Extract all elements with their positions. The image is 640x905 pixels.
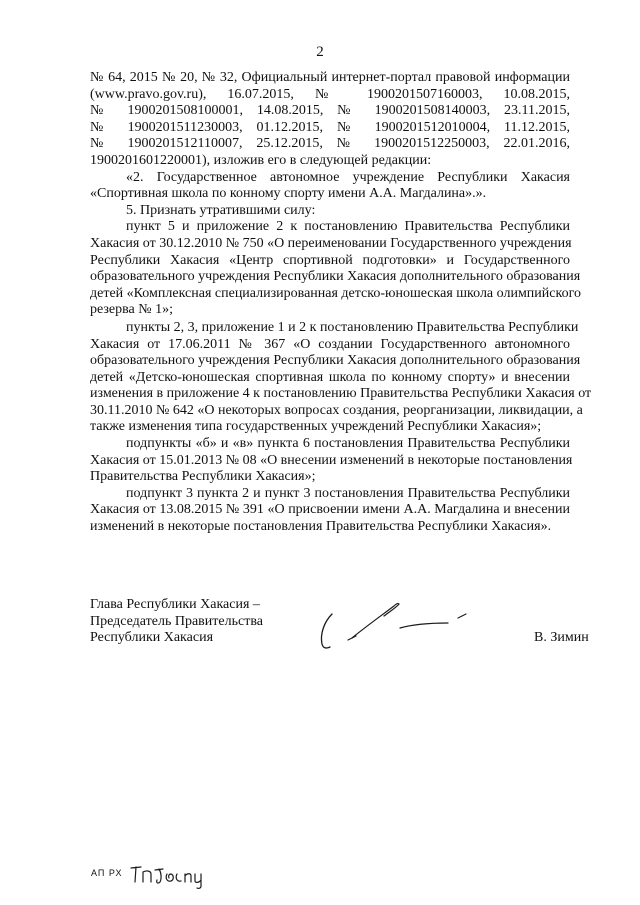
paragraph-p2 xyxy=(90,170,570,203)
text-line: № 1900201512110007, 25.12.2015, № 1900201512250003, 22.01.2016, xyxy=(90,136,570,152)
signature-title-block xyxy=(90,597,263,647)
paragraph-p5 xyxy=(90,319,592,436)
footer-code: АП РХ xyxy=(91,868,123,878)
text-line: № 64, 2015 № 20, № 32, Официальный интернет-портал правовой информации xyxy=(90,70,570,85)
text-line: детей «Комплексная специализированная детско-юношеская школа олимпийского xyxy=(90,285,581,301)
paragraph-p3 xyxy=(90,203,570,220)
signer-title-line-1: Глава Республики Хакасия – xyxy=(90,597,260,612)
text-line: Правительства Республики Хакасия»; xyxy=(90,469,316,485)
paragraph-p4 xyxy=(90,219,581,319)
text-line: также изменения типа государственных учреждений Республики Хакасия»; xyxy=(90,419,542,435)
signer-name: В. Зимин xyxy=(534,630,589,645)
handwritten-signature xyxy=(312,592,472,652)
text-line: образовательного учреждения Республики Хакасия дополнительного образования xyxy=(90,269,581,285)
text-line: подпункт 3 пункта 2 и пункт 3 постановления Правительства Республики xyxy=(126,485,570,501)
text-line: детей «Детско-юношеская спортивная школа по конному спорту» и внесении xyxy=(90,369,570,385)
text-line: «Спортивная школа по конному спорту имени А.А. Магдалина».». xyxy=(90,186,487,202)
text-line: (www.pravo.gov.ru), 16.07.2015, № 1900201507160003, 10.08.2015, xyxy=(90,86,570,102)
signer-title-line-3: Республики Хакасия xyxy=(90,630,214,646)
text-line: образовательного учреждения Республики Хакасия дополнительного образования xyxy=(90,353,581,369)
text-line: Хакасия от 30.12.2010 № 750 «О переименовании Государственного учреждения xyxy=(90,235,572,251)
text-line: резерва № 1»; xyxy=(90,302,174,318)
text-line: «2. Государственное автономное учреждение Республики Хакасия xyxy=(126,169,570,185)
text-line: Хакасия от 17.06.2011 № 367 «О создании Государственного автономного xyxy=(90,336,570,352)
text-line: пункт 5 и приложение 2 к постановлению Правительства Республики xyxy=(126,219,570,235)
paragraph-p1 xyxy=(90,70,570,170)
paragraph-p7 xyxy=(90,486,570,536)
text-line: 5. Признать утратившими силу: xyxy=(126,202,316,218)
text-line: изменений в некоторые постановления Правительства Республики Хакасия». xyxy=(90,519,552,535)
page-number: 2 xyxy=(316,44,324,60)
text-line: 30.11.2010 № 642 «О некоторых вопросах создания, реорганизации, ликвидации, а xyxy=(90,402,583,418)
text-line: пункты 2, 3, приложение 1 и 2 к постановлению Правительства Республики xyxy=(126,319,579,335)
text-line: 1900201601220001), изложив его в следующей редакции: xyxy=(90,152,432,168)
paragraph-p6 xyxy=(90,436,573,486)
text-line: изменения в приложение 4 к постановлению Правительства Республики Хакасия от xyxy=(90,386,592,402)
footer xyxy=(91,862,231,892)
document-body xyxy=(90,70,592,536)
text-line: Республики Хакасия «Центр спортивной подготовки» и Государственного xyxy=(90,252,570,268)
text-line: Хакасия от 13.08.2015 № 391 «О присвоении имени А.А. Магдалина и внесении xyxy=(90,502,570,518)
text-line: № 1900201508100001, 14.08.2015, № 1900201508140003, 23.11.2015, xyxy=(90,103,570,119)
text-line: № 1900201511230003, 01.12.2015, № 1900201512010004, 11.12.2015, xyxy=(90,119,570,135)
signer-title-line-2: Председатель Правительства xyxy=(90,613,263,629)
text-line: Хакасия от 15.01.2013 № 08 «О внесении изменений в некоторые постановления xyxy=(90,452,573,468)
text-line: подпункты «б» и «в» пункта 6 постановления Правительства Республики xyxy=(126,436,570,452)
handwritten-initials xyxy=(127,862,213,890)
